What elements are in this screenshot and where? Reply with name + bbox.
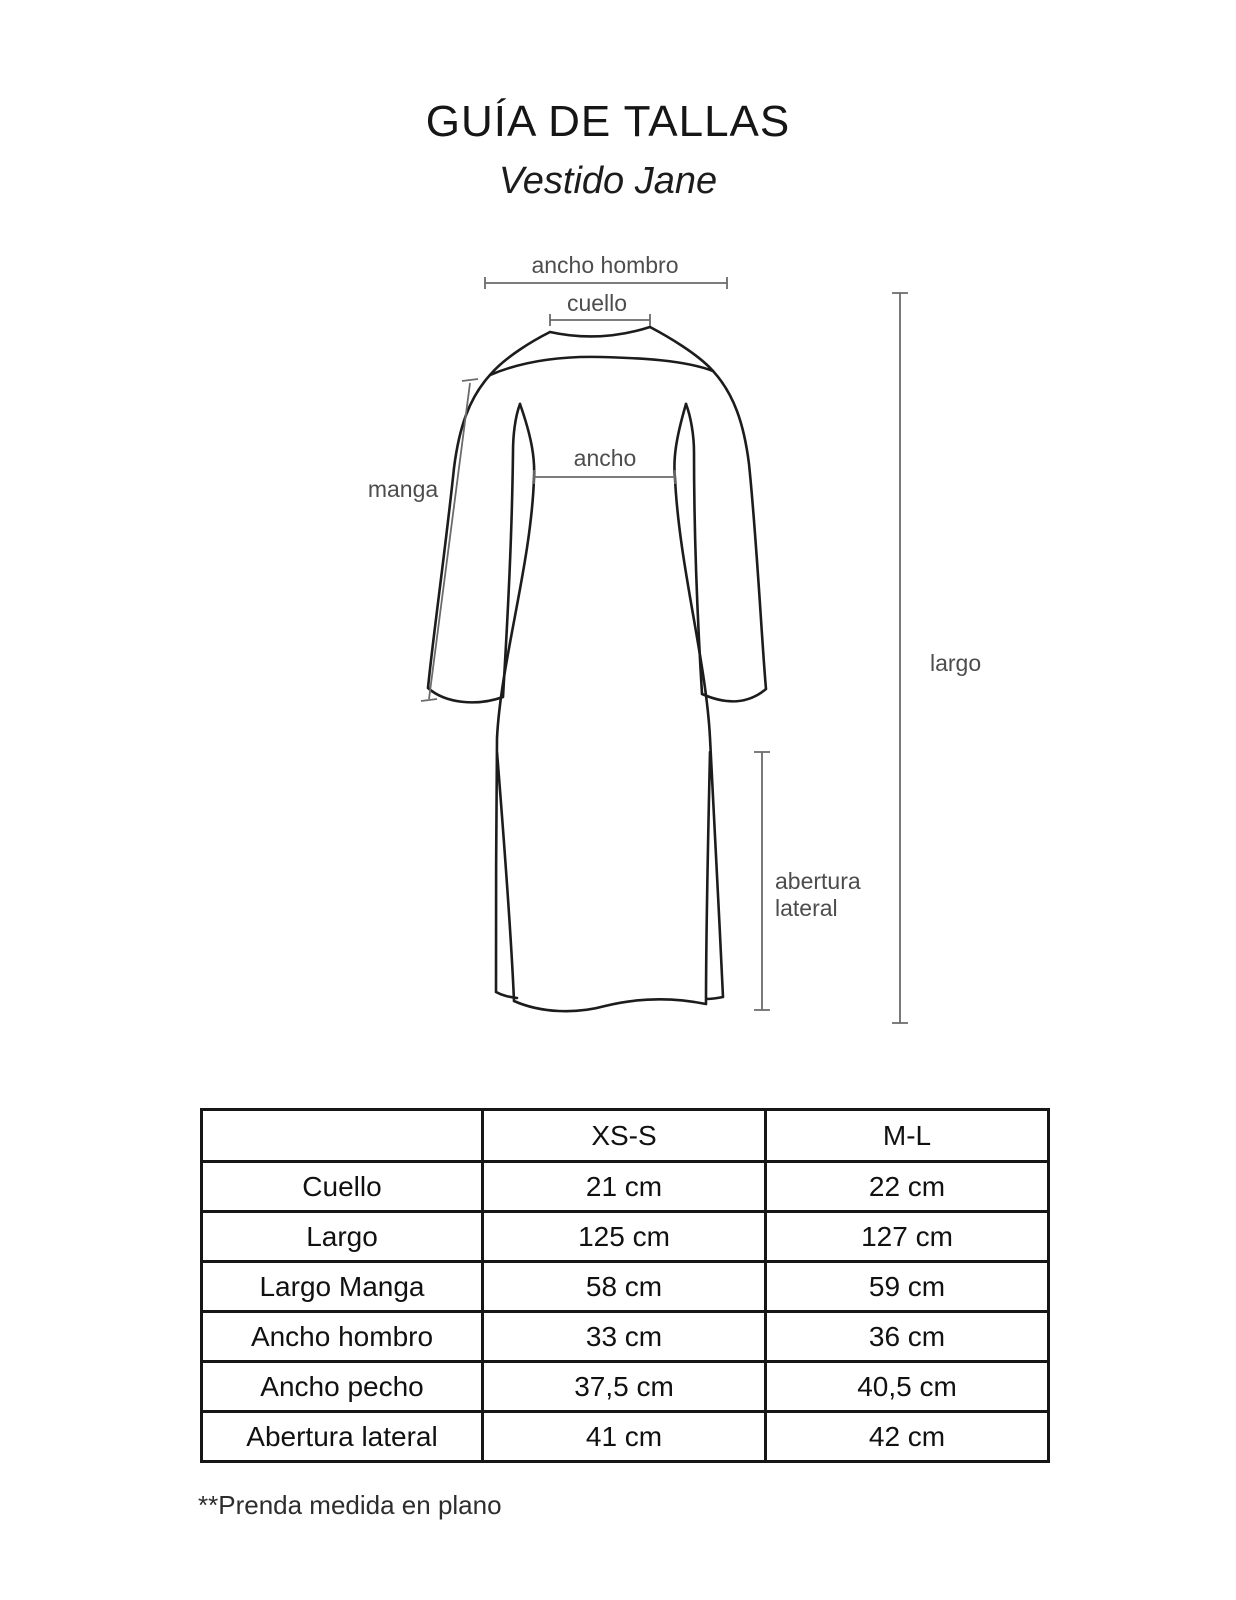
dress-body xyxy=(496,404,723,1011)
row-label: Cuello xyxy=(202,1162,483,1212)
table-row-ancho-hombro xyxy=(202,1312,1049,1362)
size-table-header-row xyxy=(202,1110,1049,1162)
value-m-l: 59 cm xyxy=(766,1262,1049,1312)
row-label: Largo Manga xyxy=(202,1262,483,1312)
value-xs-s: 21 cm xyxy=(483,1162,766,1212)
dress-right-sleeve xyxy=(686,371,766,701)
dress-left-sleeve xyxy=(428,375,520,702)
sleeve-length-line xyxy=(421,379,478,701)
dress-outline xyxy=(428,327,766,1011)
header-size-xs-s: XS-S xyxy=(483,1110,766,1162)
value-xs-s: 125 cm xyxy=(483,1212,766,1262)
value-m-l: 40,5 cm xyxy=(766,1362,1049,1412)
row-label: Abertura lateral xyxy=(202,1412,483,1462)
header-empty-cell xyxy=(202,1110,483,1162)
size-table xyxy=(200,1108,1050,1463)
row-label: Ancho pecho xyxy=(202,1362,483,1412)
table-row-ancho-pecho xyxy=(202,1362,1049,1412)
measurement-footnote: **Prenda medida en plano xyxy=(198,1490,502,1520)
chest-width-label: ancho xyxy=(573,445,637,471)
side-slit-line xyxy=(754,752,770,1010)
shoulder-width-label: ancho hombro xyxy=(531,252,679,278)
shoulder-width-line xyxy=(485,277,727,289)
page-subtitle: Vestido Jane xyxy=(498,160,718,202)
value-m-l: 22 cm xyxy=(766,1162,1049,1212)
table-row-largo xyxy=(202,1212,1049,1262)
value-xs-s: 33 cm xyxy=(483,1312,766,1362)
page-title: GUÍA DE TALLAS xyxy=(425,97,791,146)
value-m-l: 127 cm xyxy=(766,1212,1049,1262)
chest-width-line xyxy=(534,470,675,484)
side-slit-label-line2: lateral xyxy=(775,895,838,921)
value-m-l: 36 cm xyxy=(766,1312,1049,1362)
value-xs-s: 58 cm xyxy=(483,1262,766,1312)
value-xs-s: 41 cm xyxy=(483,1412,766,1462)
row-label: Largo xyxy=(202,1212,483,1262)
side-slit-label-line1: abertura xyxy=(775,868,861,894)
dress-collar xyxy=(490,327,713,375)
table-row-cuello xyxy=(202,1162,1049,1212)
sleeve-length-label: manga xyxy=(367,476,439,502)
measurement-labels xyxy=(368,252,981,921)
row-label: Ancho hombro xyxy=(202,1312,483,1362)
garment-length-label: largo xyxy=(930,650,982,676)
table-row-abertura-lateral xyxy=(202,1412,1049,1462)
neck-width-label: cuello xyxy=(566,290,628,316)
garment-length-line xyxy=(892,293,908,1023)
dress-diagram xyxy=(340,248,1020,1048)
table-row-largo-manga xyxy=(202,1262,1049,1312)
value-xs-s: 37,5 cm xyxy=(483,1362,766,1412)
header-size-m-l: M-L xyxy=(766,1110,1049,1162)
value-m-l: 42 cm xyxy=(766,1412,1049,1462)
